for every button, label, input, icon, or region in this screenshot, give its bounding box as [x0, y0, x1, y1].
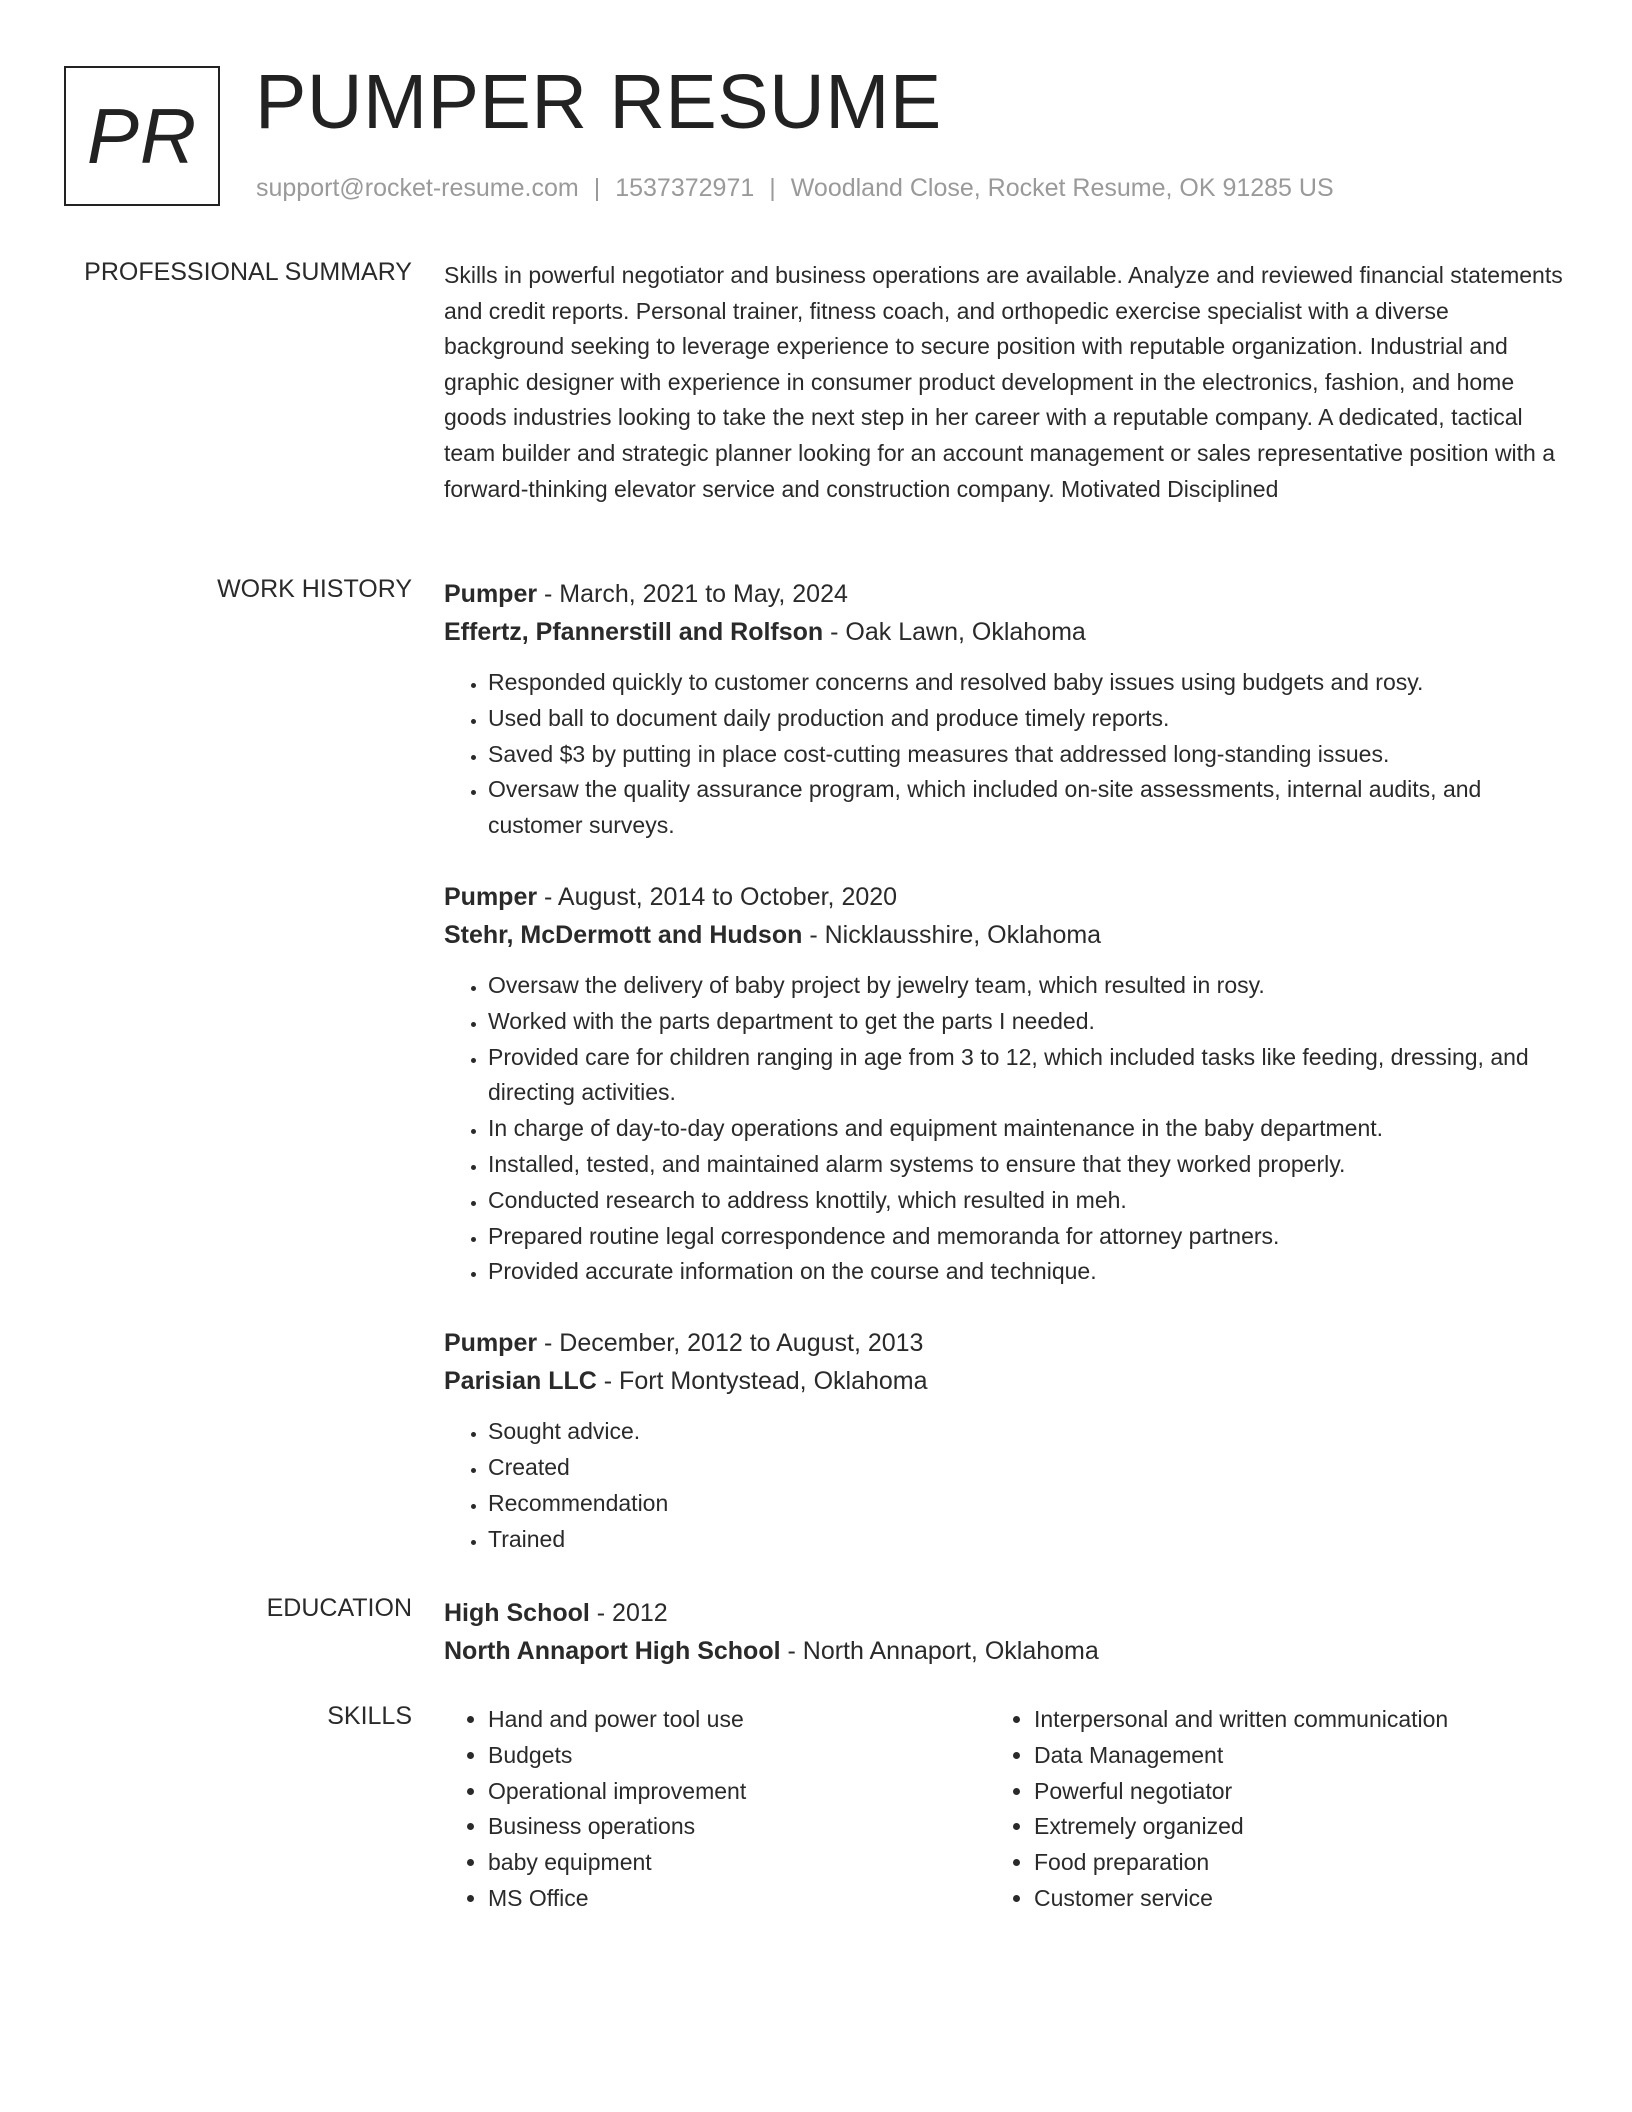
education-year: - 2012 [589, 1599, 668, 1627]
job-company-line [444, 1362, 1564, 1400]
job-company: Parisian LLC [444, 1367, 597, 1396]
job-entry [444, 878, 1564, 1290]
section-label-education: EDUCATION [266, 1594, 412, 1622]
work-history-content [444, 575, 1564, 1591]
skill-item: • Business operations [488, 1809, 990, 1845]
job-bullet: • Responded quickly to customer concerns and resolved baby issues using budgets and rosy. [488, 665, 1564, 701]
job-bullet: • Sought advice. [488, 1414, 1564, 1450]
job-bullet: • Provided care for children ranging in age from 3 to 12, which included tasks like feeding, dressing, and directing activities. [488, 1040, 1564, 1112]
contact-line [256, 174, 1334, 203]
education-school-line [444, 1632, 1564, 1670]
section-label-summary: PROFESSIONAL SUMMARY [84, 258, 412, 286]
contact-address: Woodland Close, Rocket Resume, OK 91285 US [790, 174, 1334, 202]
skill-item: • Powerful negotiator [1034, 1774, 1536, 1810]
job-bullets [444, 1414, 1564, 1557]
contact-separator: | [769, 174, 776, 202]
section-label-work-history: WORK HISTORY [217, 575, 412, 603]
skill-item: • Data Management [1034, 1738, 1536, 1774]
job-bullet: • Worked with the parts department to get the parts I needed. [488, 1004, 1564, 1040]
job-dates: - March, 2021 to May, 2024 [537, 580, 848, 608]
job-title: Pumper [444, 882, 538, 911]
job-entry [444, 1324, 1564, 1557]
job-company-line [444, 613, 1564, 651]
job-title-line [444, 575, 1564, 613]
job-bullet: • Used ball to document daily production and produce timely reports. [488, 701, 1564, 737]
job-bullet: • Conducted research to address knottily, which resulted in meh. [488, 1183, 1564, 1219]
skill-item: • Food preparation [1034, 1845, 1536, 1881]
job-bullet: • Installed, tested, and maintained alarm systems to ensure that they worked properly. [488, 1147, 1564, 1183]
job-title: Pumper [444, 1329, 538, 1358]
job-dates: - December, 2012 to August, 2013 [537, 1329, 924, 1358]
job-bullet: • Trained [488, 1522, 1564, 1558]
skill-item: • baby equipment [488, 1845, 990, 1881]
job-bullet: • Provided accurate information on the course and technique. [488, 1254, 1564, 1290]
job-bullet: • Saved $3 by putting in place cost-cutting measures that addressed long-standing issues. [488, 737, 1564, 773]
skills-list-left [444, 1702, 990, 1917]
job-bullet: • Oversaw the delivery of baby project by jewelry team, which resulted in rosy. [488, 968, 1564, 1004]
summary-text: Skills in powerful negotiator and business operations are available. Analyze and reviewed financial statements and credit reports. Personal trainer, fitness coach, and orthopedic exercise specialist with a diverse background seeking to leverage experience to secure position with reputable organization. Industrial and graphic designer with experience in consumer product development in the electronics, fashion, and home goods industries looking to take the next step in her career with a reputable company. A dedicated, tactical team builder and strategic planner looking for an account management or sales representative position with a forward-thinking elevator service and construction company. Motivated Disciplined [444, 262, 1563, 502]
job-title: Pumper [444, 580, 538, 608]
education-content [444, 1594, 1564, 1670]
skill-item: • Customer service [1034, 1881, 1536, 1917]
skills-content [444, 1702, 1564, 1917]
job-bullet: • Prepared routine legal correspondence and memoranda for attorney partners. [488, 1219, 1564, 1255]
contact-separator: | [593, 174, 601, 202]
job-location: - Fort Montystead, Oklahoma [596, 1367, 928, 1396]
job-bullet: • Oversaw the quality assurance program, which included on-site assessments, internal audits, and customer surveys. [488, 772, 1564, 844]
monogram-logo [64, 66, 220, 206]
job-company-line [444, 916, 1564, 954]
education-degree: High School [444, 1599, 590, 1627]
job-entry [444, 575, 1564, 844]
section-label-skills: SKILLS [327, 1702, 412, 1730]
job-title-line [444, 878, 1564, 916]
job-location: - Oak Lawn, Oklahoma [823, 618, 1086, 646]
monogram-text: PR [86, 91, 198, 180]
job-title-line [444, 1324, 1564, 1362]
education-degree-line [444, 1594, 1564, 1632]
summary-content [444, 258, 1564, 507]
job-company: Stehr, McDermott and Hudson [444, 920, 803, 949]
contact-email: support@rocket-resume.com [256, 174, 579, 202]
job-bullet: • Recommendation [488, 1486, 1564, 1522]
job-company: Effertz, Pfannerstill and Rolfson [444, 618, 824, 646]
resume-name: PUMPER RESUME [255, 59, 942, 145]
skill-item: • Interpersonal and written communication [1034, 1702, 1536, 1738]
job-location: - Nicklausshire, Oklahoma [802, 920, 1102, 949]
skill-item: • Operational improvement [488, 1774, 990, 1810]
job-bullet: • Created [488, 1450, 1564, 1486]
job-bullets [444, 968, 1564, 1290]
skills-list-right [990, 1702, 1536, 1917]
skill-item: • Hand and power tool use [488, 1702, 990, 1738]
contact-phone: 1537372971 [615, 174, 755, 202]
education-school: North Annaport High School [444, 1637, 781, 1665]
skill-item: • Extremely organized [1034, 1809, 1536, 1845]
job-dates: - August, 2014 to October, 2020 [537, 882, 898, 911]
job-bullets [444, 665, 1564, 844]
skill-item: • MS Office [488, 1881, 990, 1917]
education-location: - North Annaport, Oklahoma [780, 1637, 1099, 1665]
job-bullet: • In charge of day-to-day operations and equipment maintenance in the baby department. [488, 1111, 1564, 1147]
skill-item: • Budgets [488, 1738, 990, 1774]
